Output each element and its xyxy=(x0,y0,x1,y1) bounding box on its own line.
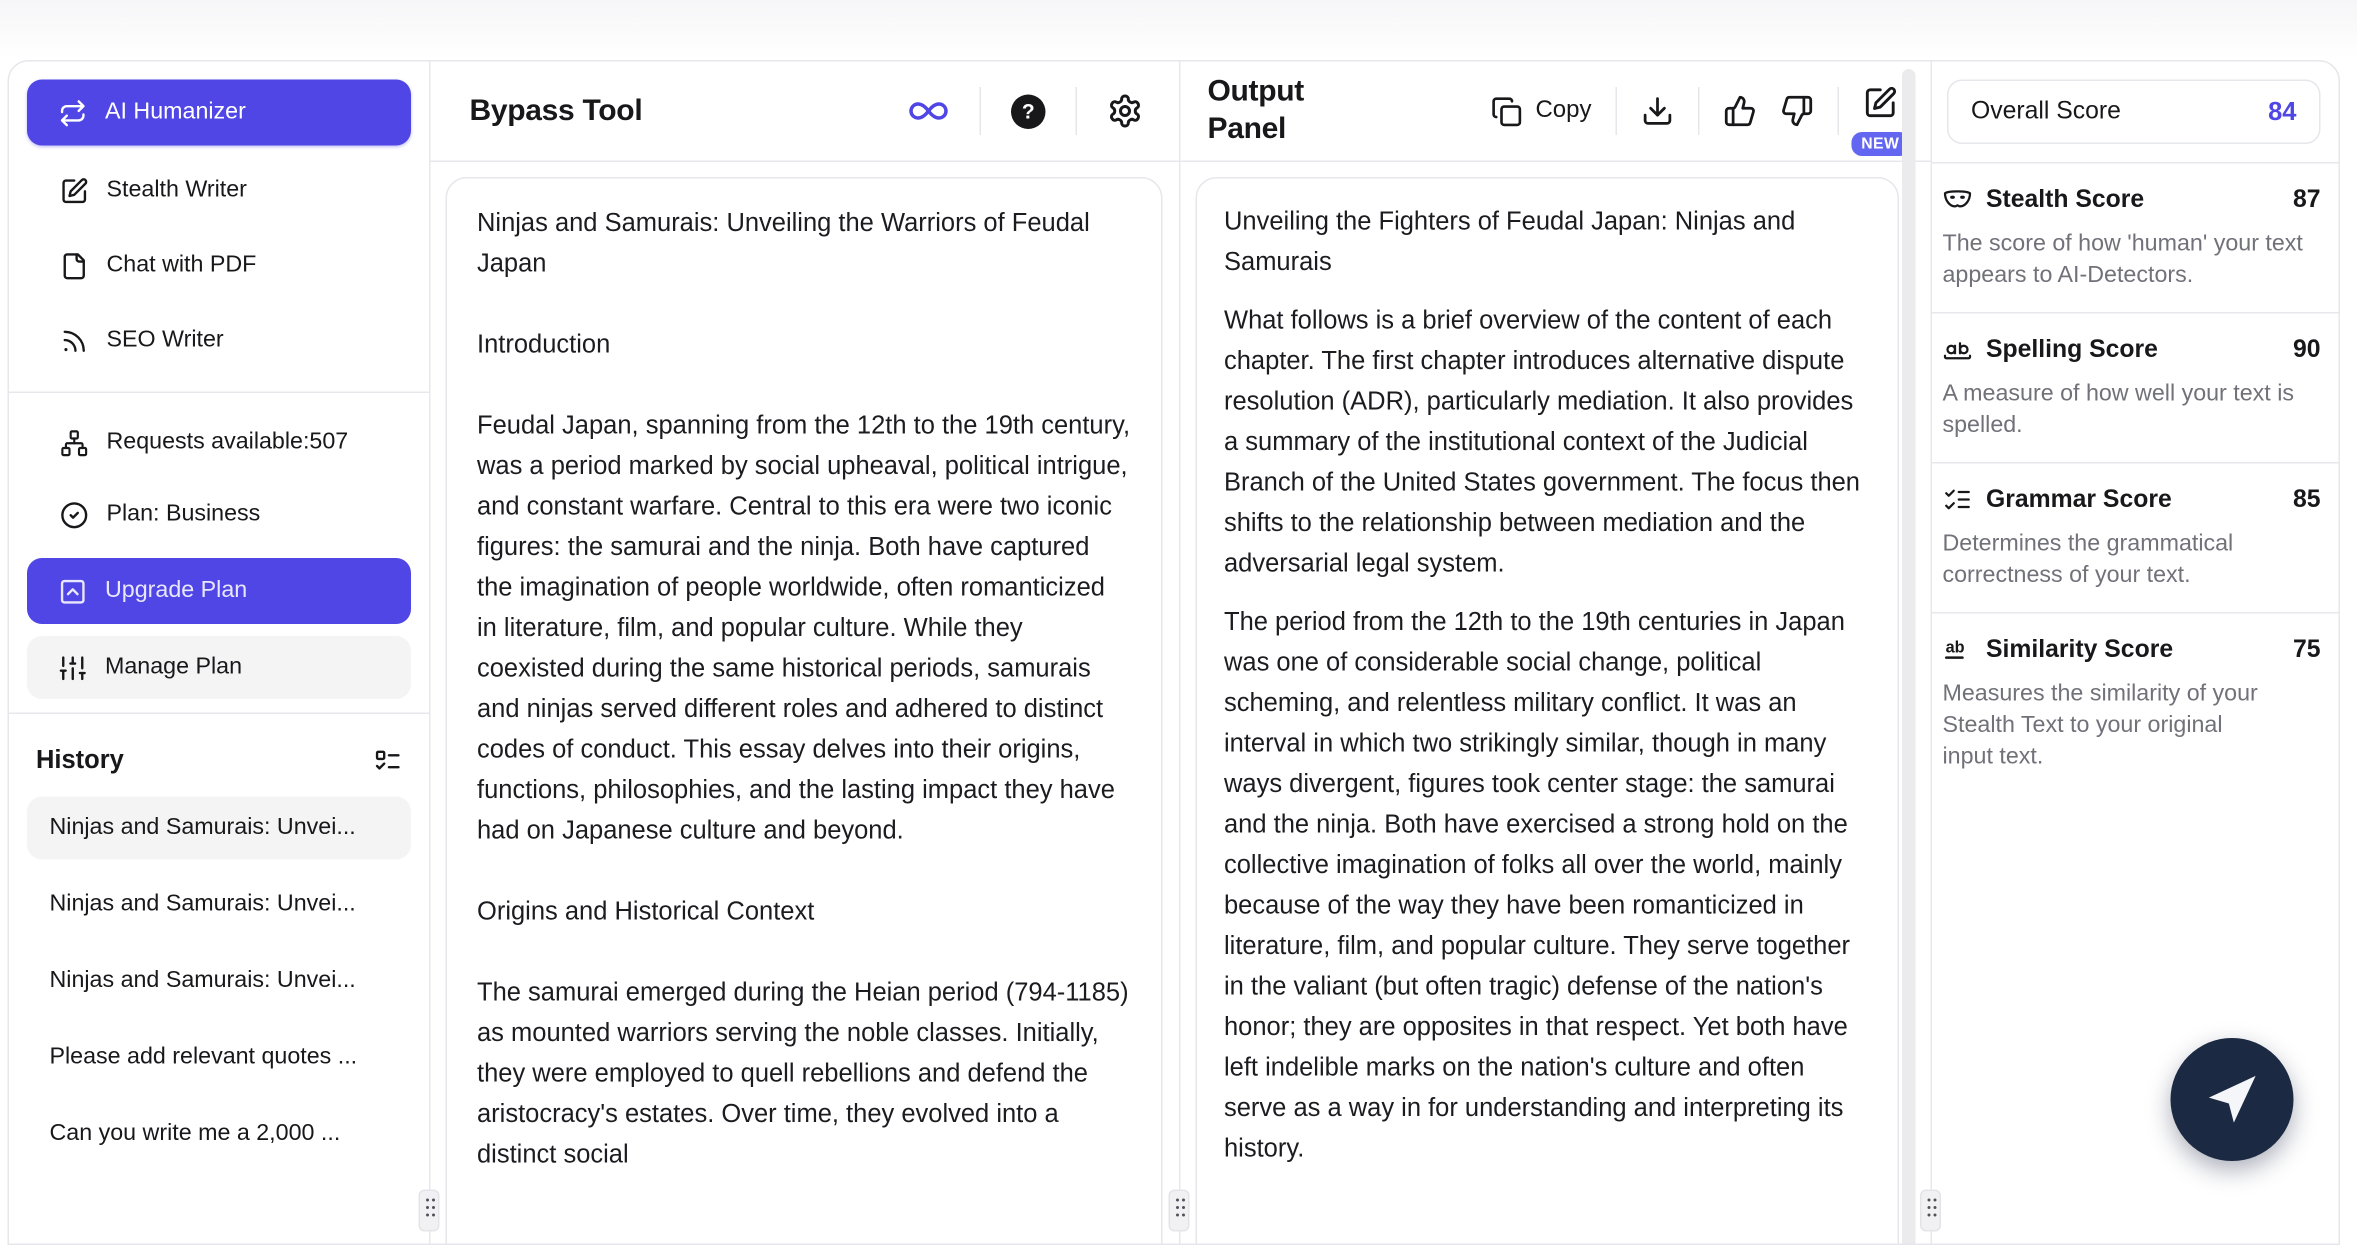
sidebar-item-label: Chat with PDF xyxy=(106,252,257,278)
spelling-score-section xyxy=(1932,314,2339,464)
input-text-area[interactable] xyxy=(446,177,1163,1245)
output-scrollbar[interactable] xyxy=(1902,69,1916,1245)
list-checks-icon xyxy=(1943,485,1973,515)
history-item-label: Ninjas and Samurais: Unvei... xyxy=(49,814,356,840)
infinity-icon[interactable] xyxy=(908,90,950,132)
upgrade-plan-button[interactable] xyxy=(27,558,411,624)
sliders-icon xyxy=(59,653,88,682)
stealth-score-section xyxy=(1932,164,2339,314)
output-paragraph: What follows is a brief overview of the content of each chapter. The first chapter introduces alternative dispute resolution (ADR), particularly mediation. It also provides a summary of the institutional context of the Judicial Branch of the United States government. The focus then shifts to the relationship between mediation and the adversarial legal system. xyxy=(1224,306,1860,578)
history-item[interactable] xyxy=(27,873,411,936)
download-icon[interactable] xyxy=(1641,95,1674,128)
spelling-score-label: Spelling Score xyxy=(1986,335,2158,363)
manage-plan-label: Manage Plan xyxy=(105,654,243,680)
history-title: History xyxy=(36,745,124,774)
copy-button[interactable] xyxy=(1490,95,1591,127)
sidebar-item-chat-with-pdf[interactable] xyxy=(27,228,411,303)
output-panel-header xyxy=(1181,62,1931,163)
chat-launcher-button[interactable] xyxy=(2171,1038,2294,1161)
input-heading: Origins and Historical Context xyxy=(477,897,815,926)
sidebar-resize-handle[interactable] xyxy=(419,1190,440,1232)
grammar-score-section xyxy=(1932,464,2339,614)
history-item-label: Ninjas and Samurais: Unvei... xyxy=(49,967,356,993)
input-paragraph: The samurai emerged during the Heian period (794-1185) as mounted warriors serving the noble classes. Initially, they were employed to quell rebellions and defend the aristocracy's estates. Over time, they evolved into a distinct social xyxy=(477,978,1129,1169)
manage-plan-button[interactable] xyxy=(27,636,411,699)
similarity-score-label: Similarity Score xyxy=(1986,635,2174,663)
plan-label: Plan: Business xyxy=(106,501,261,527)
spelling-score-description: A measure of how well your text is spelled. xyxy=(1942,381,2294,438)
whole-word-icon xyxy=(1943,335,1973,365)
sidebar-item-label: Stealth Writer xyxy=(106,177,247,203)
sidebar-item-label: AI Humanizer xyxy=(105,99,246,125)
main-card xyxy=(8,60,2341,1245)
history-item[interactable] xyxy=(27,1103,411,1166)
requests-available-row xyxy=(27,407,411,479)
thumbs-up-icon[interactable] xyxy=(1724,95,1757,128)
header-divider xyxy=(1838,87,1840,135)
history-header xyxy=(36,746,402,776)
similarity-score-description: Measures the similarity of your Stealth Text to your original input text. xyxy=(1942,681,2258,770)
copy-label: Copy xyxy=(1535,97,1592,123)
header-divider xyxy=(1698,87,1700,135)
overall-score-section xyxy=(1932,80,2339,164)
sidebar-divider xyxy=(9,713,429,715)
stealth-score-value: 87 xyxy=(2292,185,2321,213)
bypass-tool-header xyxy=(431,62,1180,163)
network-icon xyxy=(60,428,89,457)
history-item-label: Ninjas and Samurais: Unvei... xyxy=(49,891,356,917)
rss-icon xyxy=(60,326,89,355)
overall-score-box xyxy=(1947,80,2321,145)
settings-icon[interactable] xyxy=(1107,93,1143,129)
history-item[interactable] xyxy=(27,950,411,1013)
square-arrow-up-icon xyxy=(59,577,88,606)
edit-output-button[interactable] xyxy=(1863,62,1898,161)
panel-resize-handle[interactable] xyxy=(1169,1190,1190,1232)
grammar-score-description: Determines the grammatical correctness of your text. xyxy=(1942,531,2234,588)
new-badge: NEW xyxy=(1851,132,1910,156)
check-circle-icon xyxy=(60,500,89,529)
sidebar-item-stealth-writer[interactable] xyxy=(27,153,411,228)
history-item-label: Can you write me a 2,000 ... xyxy=(49,1120,341,1146)
file-icon xyxy=(60,251,89,280)
svg-text:ab: ab xyxy=(1945,638,1965,657)
ab-underline-icon xyxy=(1943,635,1973,665)
panel-resize-handle[interactable] xyxy=(1920,1190,1941,1232)
requests-available-label: Requests available:507 xyxy=(106,429,349,455)
output-panel xyxy=(1181,62,1933,1244)
output-paragraph: The period from the 12th to the 19th centuries in Japan was one of considerable social change, political scheming, and relentless military conflict. It was an interval in which two strikingly similar, though in many ways divergent, figures took center stage: the samurai and the ninja. Both have exercised a strong hold on the collective imagination of folks all over the world, mainly because of the way they have been romanticized in literature, film, and popular culture. They serve together in the valiant (but often tragic) defense of the nation's honor; they are opposites in that respect. Yet both have left indelible marks on the nation's culture and often serve as a way in for understanding and interpreting its history. xyxy=(1224,607,1851,1163)
output-panel-title: Output Panel xyxy=(1207,75,1304,146)
similarity-score-value: 75 xyxy=(2292,635,2321,663)
mask-icon xyxy=(1943,185,1973,215)
output-title: Unveiling the Fighters of Feudal Japan: Ninjas and Samurais xyxy=(1224,207,1796,276)
copy-icon xyxy=(1490,95,1522,127)
output-text-area[interactable] xyxy=(1196,177,1900,1245)
thumbs-down-icon[interactable] xyxy=(1781,95,1814,128)
bypass-tool-panel xyxy=(431,62,1181,1244)
grammar-score-value: 85 xyxy=(2292,485,2321,513)
spelling-score-value: 90 xyxy=(2292,335,2321,363)
overall-score-label: Overall Score xyxy=(1971,97,2121,125)
input-heading: Introduction xyxy=(477,330,611,359)
header-divider xyxy=(1076,87,1078,135)
sidebar-item-label: SEO Writer xyxy=(106,327,224,353)
edit-icon xyxy=(1863,85,1898,120)
input-paragraph: Feudal Japan, spanning from the 12th to the 19th century, was a period marked by social upheaval, political intrigue, and constant warfare. Central to this era were two iconic figures: the samurai and the ninja. Both have captured the imagination of people worldwide, often romanticized in literature, film, and popular culture. While they coexisted during the same historical periods, samurais and ninjas served different roles and adhered to distinct codes of conduct. This essay delves into their origins, functions, philosophies, and the lasting impact they have had on Japanese culture and beyond. xyxy=(477,411,1131,845)
input-title: Ninjas and Samurais: Unveiling the Warriors of Feudal Japan xyxy=(477,208,1090,278)
repeat-icon xyxy=(59,98,88,127)
upgrade-plan-label: Upgrade Plan xyxy=(105,577,248,603)
overall-score-value: 84 xyxy=(2268,96,2297,126)
page-background xyxy=(0,0,2357,60)
help-icon[interactable] xyxy=(1011,94,1046,129)
edit-icon xyxy=(60,176,89,205)
history-item-label: Please add relevant quotes ... xyxy=(49,1044,358,1070)
plan-row xyxy=(27,479,411,551)
list-todo-icon[interactable] xyxy=(374,746,403,775)
similarity-score-section xyxy=(1932,614,2339,794)
sidebar xyxy=(9,62,431,1244)
send-icon xyxy=(2201,1068,2264,1131)
sidebar-divider xyxy=(9,392,429,394)
history-item[interactable] xyxy=(27,797,411,860)
grammar-score-label: Grammar Score xyxy=(1986,485,2172,513)
history-item[interactable] xyxy=(27,1026,411,1089)
help-glyph: ? xyxy=(1021,99,1035,123)
bypass-tool-title: Bypass Tool xyxy=(469,93,643,127)
stealth-score-label: Stealth Score xyxy=(1986,185,2145,213)
sidebar-item-seo-writer[interactable] xyxy=(27,303,411,378)
header-divider xyxy=(980,87,982,135)
header-divider xyxy=(1616,87,1618,135)
sidebar-item-ai-humanizer[interactable] xyxy=(27,80,411,146)
stealth-score-description: The score of how 'human' your text appears to AI-Detectors. xyxy=(1942,231,2303,288)
